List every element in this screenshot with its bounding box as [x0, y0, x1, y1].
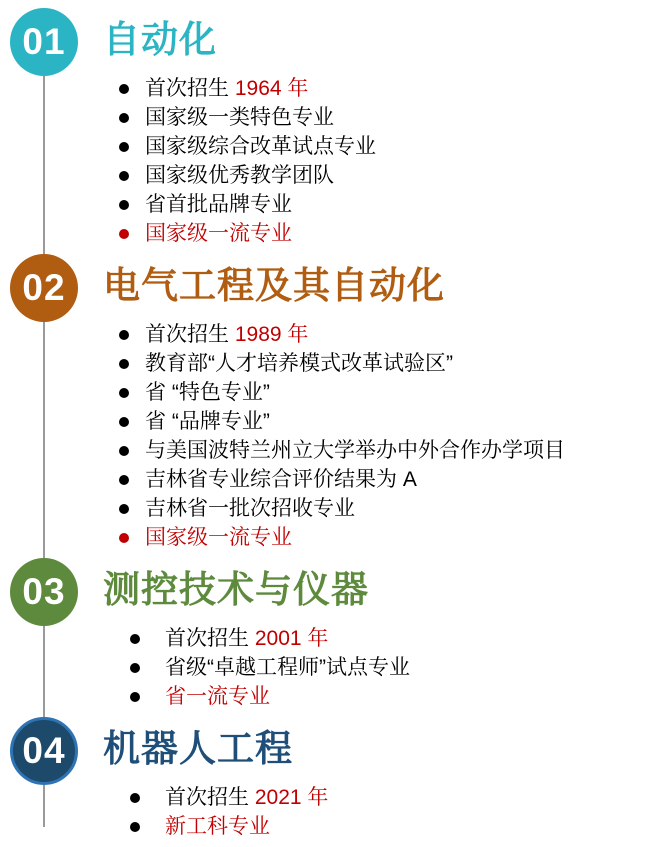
bullet-item — [92, 407, 671, 436]
bullet-text — [145, 407, 270, 436]
bullet-item — [92, 465, 671, 494]
section-number-badge — [10, 254, 78, 322]
bullet-text-segment: 省首批品牌专业 — [145, 193, 292, 216]
bullet-text — [165, 624, 328, 653]
bullet-text-segment: 吉林省专业综合评价结果为 A — [145, 468, 417, 491]
bullet-item — [92, 132, 671, 161]
bullet-text — [165, 682, 270, 711]
bullet-dot-icon — [130, 634, 140, 644]
bullet-dot-icon — [130, 663, 140, 673]
timeline-rail — [0, 8, 92, 254]
bullet-text-highlight: 省一流专业 — [165, 685, 270, 708]
bullet-dot-icon — [119, 113, 129, 123]
bullet-dot-icon — [119, 142, 129, 152]
bullet-dot-icon — [130, 692, 140, 702]
timeline-section — [0, 558, 671, 717]
bullet-dot-icon — [119, 171, 129, 181]
bullet-text-segment: 教育部“人才培养模式改革试验区” — [145, 352, 453, 375]
bullet-dot-icon — [119, 388, 129, 398]
timeline-connector-line — [43, 322, 45, 558]
bullet-item — [92, 378, 671, 407]
bullet-text — [145, 74, 308, 103]
bullet-item — [92, 103, 671, 132]
bullet-item — [92, 320, 671, 349]
bullet-item — [92, 161, 671, 190]
bullet-dot-icon — [130, 822, 140, 832]
bullet-text — [145, 219, 292, 248]
bullet-text — [145, 436, 565, 465]
timeline-rail — [0, 254, 92, 558]
section-number: 01 — [22, 21, 66, 62]
section-content — [92, 558, 671, 717]
bullet-dot-icon — [130, 793, 140, 803]
bullet-text-segment: 国家级一类特色专业 — [145, 106, 334, 129]
bullet-dot-icon — [119, 200, 129, 210]
bullet-dot-icon — [119, 330, 129, 340]
bullet-item — [92, 812, 671, 841]
bullet-text — [145, 494, 355, 523]
bullet-dot-icon — [119, 359, 129, 369]
bullet-dot-icon — [119, 417, 129, 427]
bullet-text-highlight: 1989 年 — [234, 323, 309, 346]
bullet-item — [92, 624, 671, 653]
bullet-text-segment: 首次招生 — [165, 786, 255, 809]
timeline-rail — [0, 558, 92, 717]
bullet-text-segment: 首次招生 — [145, 323, 235, 346]
bullet-text-segment: 首次招生 — [145, 77, 235, 100]
section-number: 02 — [22, 267, 66, 308]
section-number-badge — [10, 558, 78, 626]
bullet-dot-icon — [119, 446, 129, 456]
bullet-text-segment: 国家级综合改革试点专业 — [145, 135, 376, 158]
bullet-text — [145, 349, 453, 378]
bullet-item — [92, 74, 671, 103]
bullet-dot-icon — [119, 84, 129, 94]
bullet-text — [145, 190, 292, 219]
bullet-text-highlight: 1964 年 — [234, 77, 309, 100]
bullet-text-segment: 国家级优秀教学团队 — [145, 164, 334, 187]
bullet-text — [165, 783, 328, 812]
timeline-section — [0, 717, 671, 847]
bullet-text-segment: 首次招生 — [165, 627, 255, 650]
bullet-item — [92, 190, 671, 219]
bullet-text-highlight: 2021 年 — [254, 786, 329, 809]
bullet-text — [165, 653, 410, 682]
bullet-dot-icon — [119, 229, 129, 239]
bullet-item — [92, 436, 671, 465]
bullet-item — [92, 783, 671, 812]
section-content — [92, 8, 671, 254]
bullet-text-segment: 与美国波特兰州立大学举办中外合作办学项目 — [145, 439, 565, 462]
section-number: 03 — [22, 571, 66, 612]
bullet-dot-icon — [119, 533, 129, 543]
timeline-connector-line — [43, 626, 45, 717]
section-item-list — [92, 320, 671, 558]
section-number-badge — [10, 8, 78, 76]
timeline-rail — [0, 717, 92, 847]
bullet-text-segment: 吉林省一批次招收专业 — [145, 497, 355, 520]
section-title: 机器人工程 — [103, 728, 293, 769]
bullet-text — [145, 320, 308, 349]
bullet-item — [92, 523, 671, 552]
bullet-item — [92, 349, 671, 378]
bullet-text — [165, 812, 270, 841]
section-item-list — [92, 783, 671, 847]
section-number-badge — [10, 717, 78, 785]
bullet-text — [145, 103, 334, 132]
bullet-text-highlight: 国家级一流专业 — [145, 526, 292, 549]
section-content — [92, 254, 671, 558]
timeline-section — [0, 254, 671, 558]
bullet-item — [92, 682, 671, 711]
bullet-text-segment: 省 “特色专业” — [145, 381, 270, 404]
section-title: 自动化 — [103, 19, 217, 60]
bullet-item — [92, 219, 671, 248]
bullet-text — [145, 378, 270, 407]
timeline-section — [0, 8, 671, 254]
bullet-text-highlight: 新工科专业 — [165, 815, 270, 838]
bullet-item — [92, 494, 671, 523]
section-content — [92, 717, 671, 847]
bullet-text — [145, 132, 376, 161]
section-title: 测控技术与仪器 — [103, 569, 369, 610]
section-item-list — [92, 74, 671, 254]
bullet-text — [145, 465, 417, 494]
bullet-item — [92, 653, 671, 682]
bullet-text — [145, 161, 334, 190]
bullet-text-highlight: 国家级一流专业 — [145, 222, 292, 245]
bullet-dot-icon — [119, 475, 129, 485]
bullet-text — [145, 523, 292, 552]
section-item-list — [92, 624, 671, 717]
bullet-text-segment: 省 “品牌专业” — [145, 410, 270, 433]
section-title: 电气工程及其自动化 — [103, 265, 445, 306]
bullet-text-segment: 省级“卓越工程师”试点专业 — [165, 656, 410, 679]
section-number: 04 — [22, 730, 66, 771]
bullet-dot-icon — [119, 504, 129, 514]
timeline-connector-line — [43, 76, 45, 254]
bullet-text-highlight: 2001 年 — [254, 627, 329, 650]
